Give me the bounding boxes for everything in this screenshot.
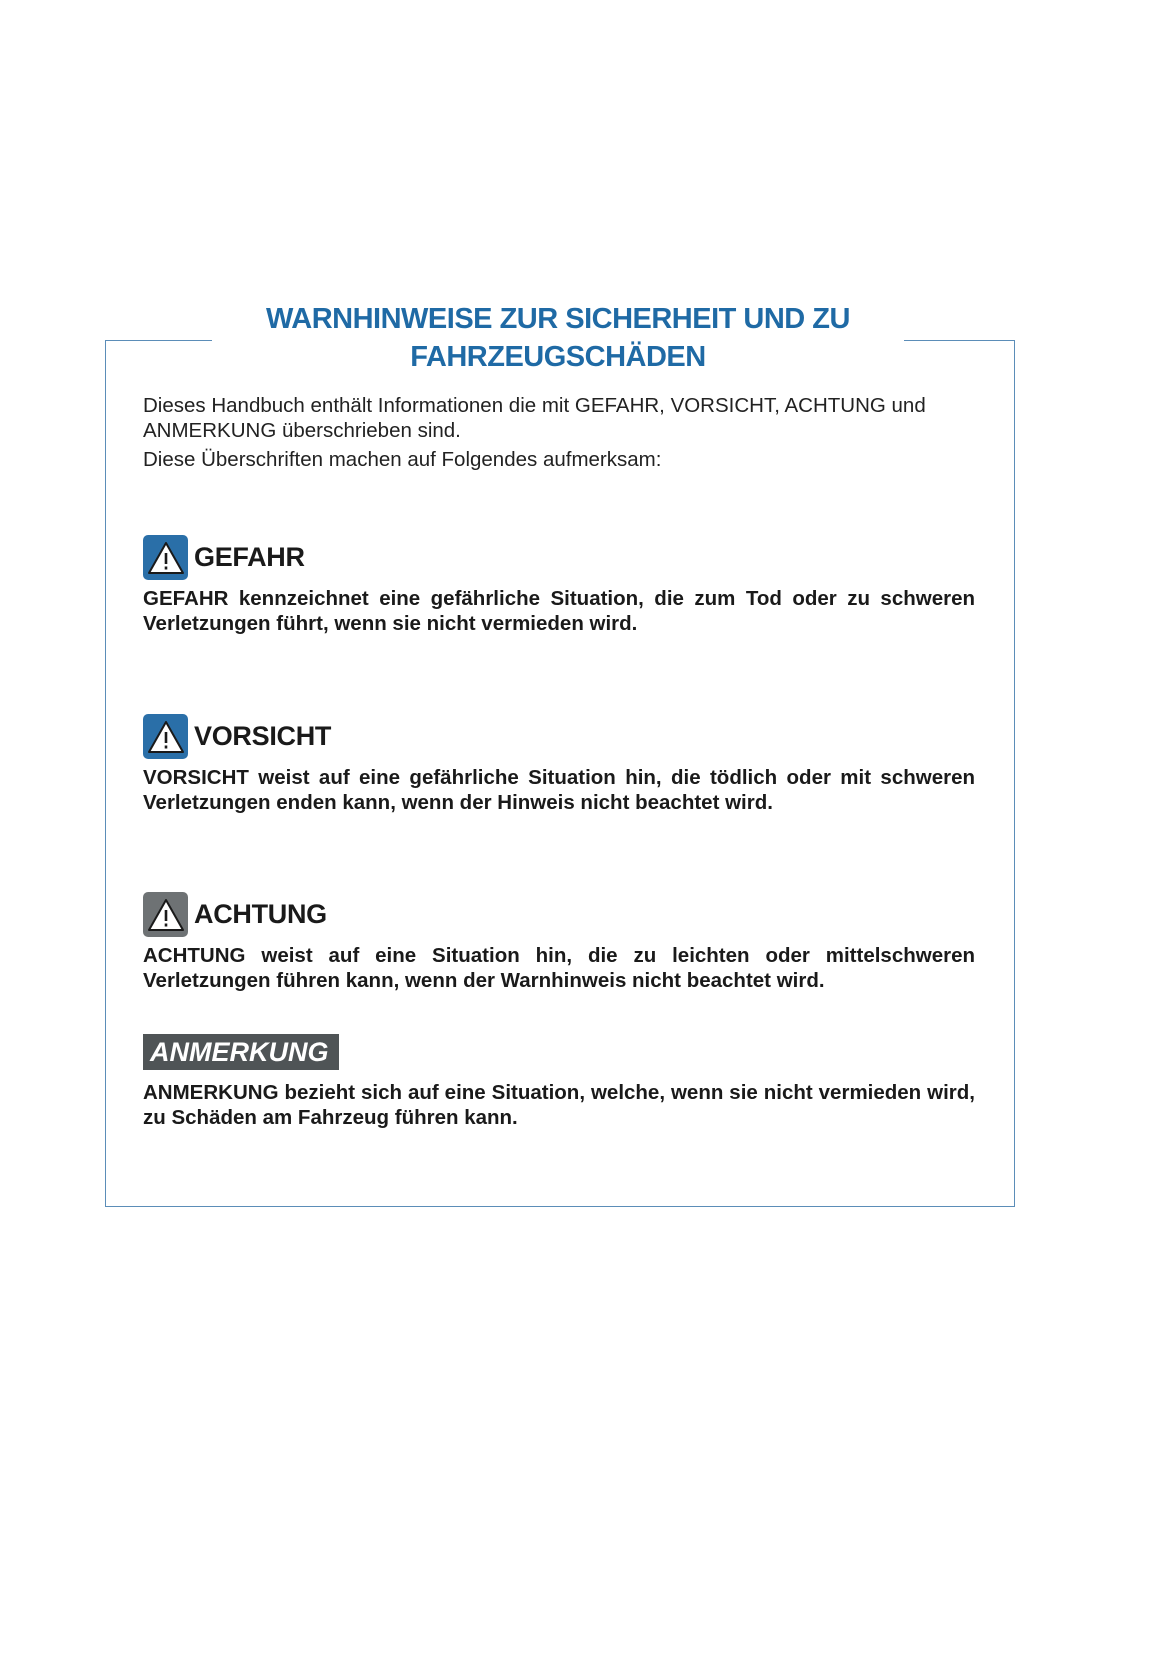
warning-triangle-icon xyxy=(143,892,188,937)
intro-paragraph-1: Dieses Handbuch enthält Informationen die mit GEFAHR, VORSICHT, ACHTUNG und ANMERKUNG überschrieben sind. xyxy=(143,394,926,442)
note-badge: ANMERKUNG xyxy=(143,1034,339,1070)
section-heading-label: VORSICHT xyxy=(194,721,332,751)
intro-text xyxy=(143,393,975,472)
page-title-line1: WARNHINWEISE ZUR SICHERHEIT UND ZU xyxy=(266,303,850,335)
section-anmerkung xyxy=(143,1034,975,1130)
section-achtung xyxy=(143,892,975,993)
section-heading xyxy=(143,1034,975,1070)
warning-triangle-icon xyxy=(143,535,188,580)
section-description: GEFAHR kennzeichnet eine gefährliche Situation, die zum Tod oder zu schweren Verletzungen führt, wenn sie nicht vermieden wird. xyxy=(143,587,975,635)
section-description: VORSICHT weist auf eine gefährliche Situation hin, die tödlich oder mit schweren Verletzungen enden kann, wenn der Hinweis nicht beachtet wird. xyxy=(143,766,975,814)
frame-top-left-border xyxy=(105,340,212,341)
section-vorsicht xyxy=(143,714,975,815)
section-heading-label: ACHTUNG xyxy=(194,899,327,929)
section-gefahr xyxy=(143,535,975,636)
section-heading xyxy=(143,535,975,580)
section-heading-label: GEFAHR xyxy=(194,542,305,572)
section-heading xyxy=(143,714,975,759)
page-title-line2: FAHRZEUGSCHÄDEN xyxy=(410,341,706,373)
frame-top-right-border xyxy=(904,340,1015,341)
intro-paragraph-2: Diese Überschriften machen auf Folgendes aufmerksam: xyxy=(143,448,662,471)
section-description: ANMERKUNG bezieht sich auf eine Situation, welche, wenn sie nicht vermieden wird, zu Schäden am Fahrzeug führen kann. xyxy=(143,1081,975,1129)
page-title xyxy=(212,300,904,376)
section-description: ACHTUNG weist auf eine Situation hin, die zu leichten oder mittelschweren Verletzungen führen kann, wenn der Warnhinweis nicht beachtet wird. xyxy=(143,944,975,992)
section-heading xyxy=(143,892,975,937)
warning-triangle-icon xyxy=(143,714,188,759)
